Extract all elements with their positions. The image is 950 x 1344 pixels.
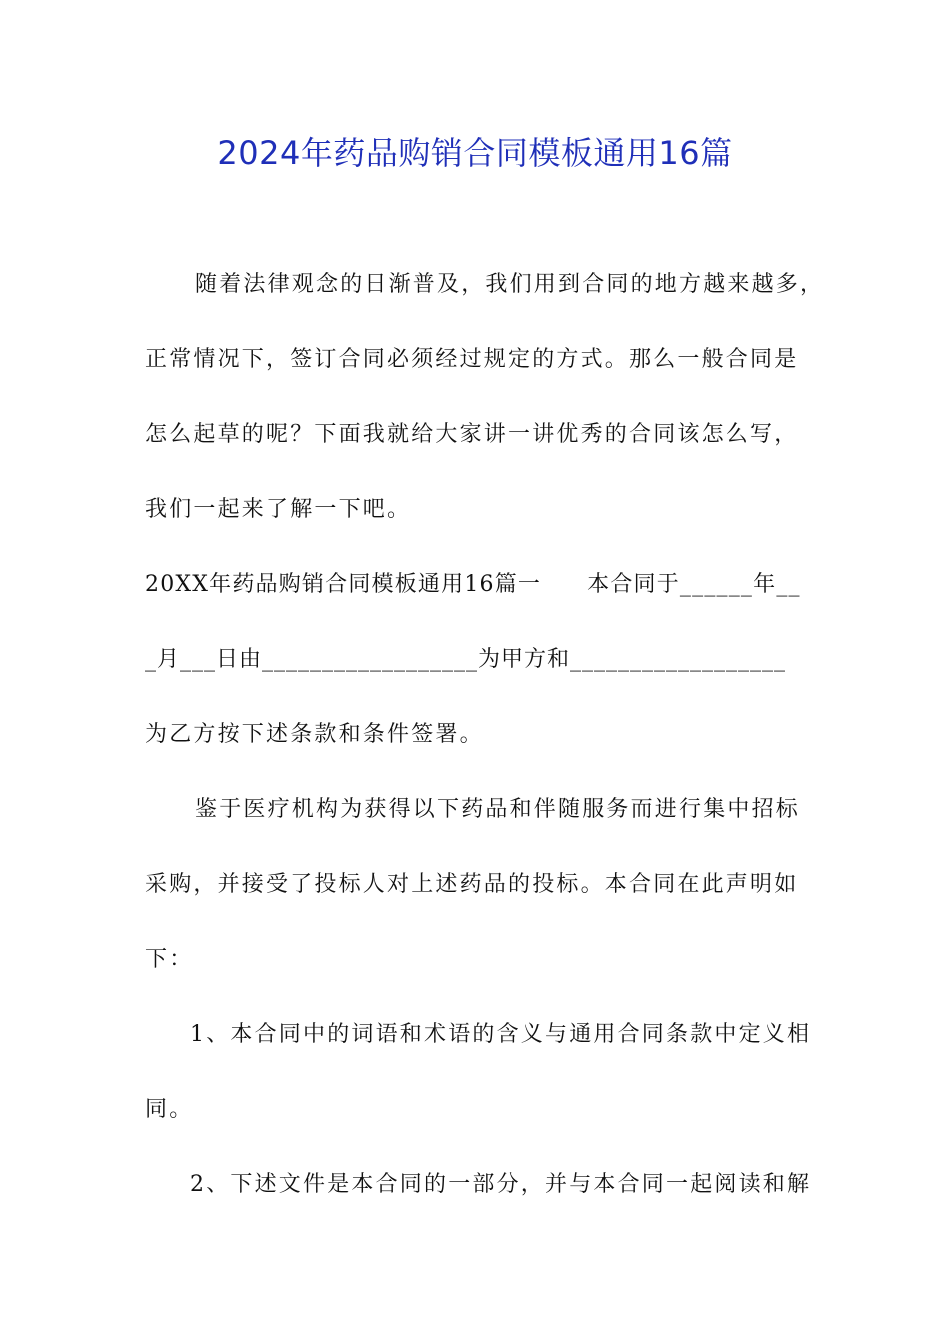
clause1-line-1: 1、本合同中的词语和术语的含义与通用合同条款中定义相 [190,1022,812,1047]
section1-line-2: _月___日由__________________为甲方和__________________ [145,647,787,672]
para2-line-3: 下： [145,947,194,972]
para2-line-1: 鉴于医疗机构为获得以下药品和伴随服务而进行集中招标 [195,797,801,822]
intro-line-3: 怎么起草的呢？下面我就给大家讲一讲优秀的合同该怎么写， [145,422,799,447]
section1-heading: 20XX年药品购销合同模板通用16篇一 [145,572,542,597]
para2-line-2: 采购，并接受了投标人对上述药品的投标。本合同在此声明如 [145,872,799,897]
section1-line-1 [145,568,815,602]
intro-line-4: 我们一起来了解一下吧。 [145,497,412,522]
intro-line-1: 随着法律观念的日渐普及，我们用到合同的地方越来越多， [195,272,825,297]
clause2-line-1: 2、下述文件是本合同的一部分，并与本合同一起阅读和解 [190,1172,812,1197]
intro-line-2: 正常情况下，签订合同必须经过规定的方式。那么一般合同是 [145,347,799,372]
section1-line-3: 为乙方按下述条款和条件签署。 [145,722,484,747]
clause1-line-2: 同。 [145,1097,194,1122]
document-title: 2024年药品购销合同模板通用16篇 [217,134,733,172]
contract-date-start: 本合同于______年__ [587,572,801,597]
